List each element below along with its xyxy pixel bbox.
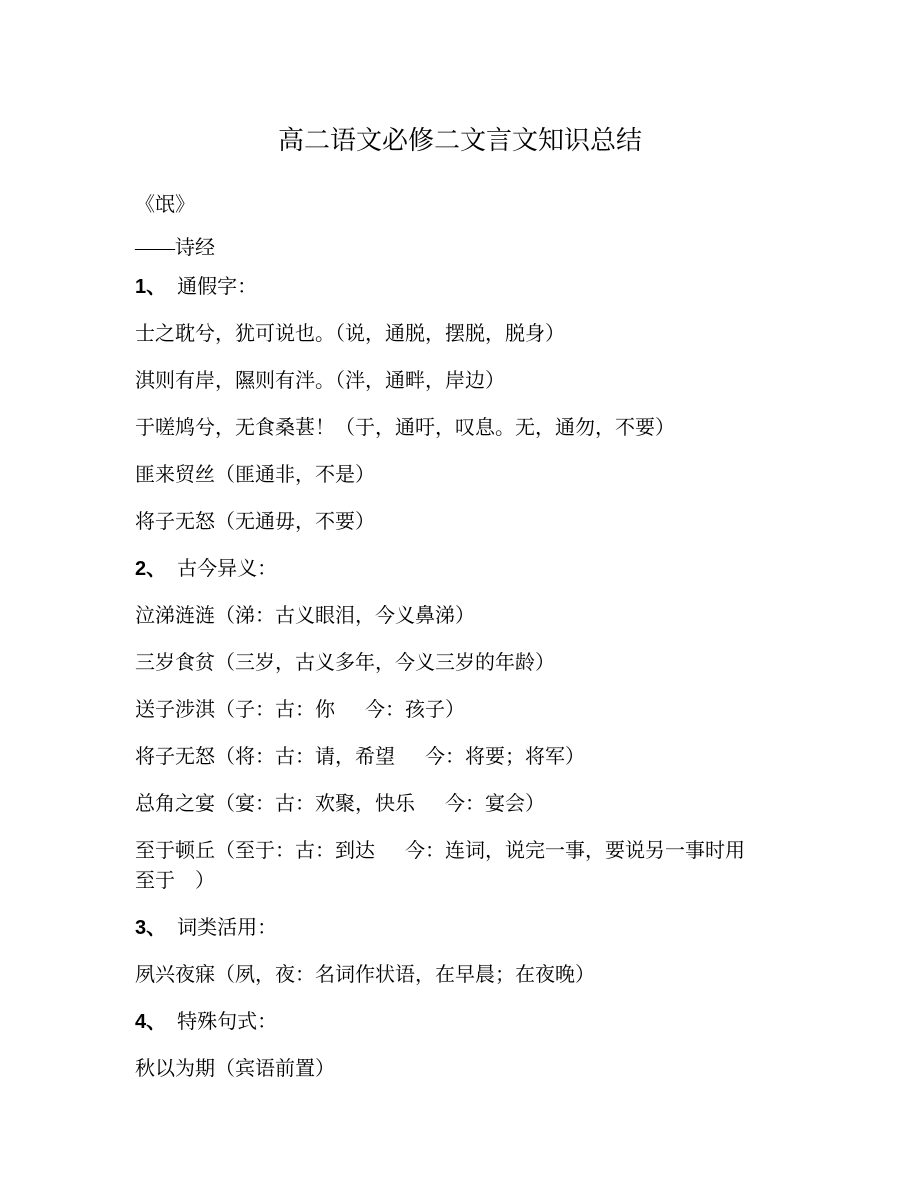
- section-heading-text: 古今异义：: [177, 558, 278, 580]
- section-heading-text: 特殊句式：: [177, 1011, 278, 1033]
- section-heading-4: [135, 1007, 785, 1037]
- paragraph: 夙兴夜寐（夙，夜：名词作状语，在早晨；在夜晚）: [135, 964, 595, 986]
- paragraph: 于嗟鸠兮，无食桑葚！（于，通吁，叹息。无，通勿，不要）: [135, 417, 675, 439]
- document-title: 高二语文必修二文言文知识总结: [277, 126, 642, 155]
- paragraph: 泣涕涟涟（涕：古义眼泪，今义鼻涕）: [135, 605, 475, 627]
- section-heading-text: 通假字：: [177, 276, 258, 298]
- paragraph-wrapped: [135, 836, 785, 896]
- paragraph-line-1: 至于顿丘（至于：古：到达 今：连词，说完一事，要说另一事时用: [135, 840, 745, 862]
- section-heading-1: [135, 272, 785, 302]
- poem-title: 《氓》: [135, 194, 195, 216]
- section-number: 2、: [135, 558, 167, 580]
- paragraph: 秋以为期（宾语前置）: [135, 1058, 335, 1080]
- paragraph: 三岁食贫（三岁，古义多年，今义三岁的年龄）: [135, 652, 555, 674]
- paragraph: 将子无怒（无通毋，不要）: [135, 511, 375, 533]
- paragraph: 送子涉淇（子：古：你 今：孩子）: [135, 699, 465, 721]
- section-number: 1、: [135, 276, 167, 298]
- paragraph: 将子无怒（将：古：请，希望 今：将要；将军）: [135, 746, 585, 768]
- paragraph: 士之耽兮，犹可说也。（说，通脱，摆脱，脱身）: [135, 323, 565, 345]
- section-heading-3: [135, 913, 785, 943]
- section-number: 4、: [135, 1011, 167, 1033]
- section-heading-2: [135, 554, 785, 584]
- paragraph: 总角之宴（宴：古：欢聚，快乐 今：宴会）: [135, 793, 545, 815]
- paragraph: 匪来贸丝（匪通非，不是）: [135, 464, 375, 486]
- poem-source: ——诗经: [135, 237, 215, 259]
- section-heading-text: 词类活用：: [177, 917, 278, 939]
- section-number: 3、: [135, 917, 167, 939]
- paragraph: 淇则有岸，隰则有泮。（泮，通畔，岸边）: [135, 370, 505, 392]
- paragraph-line-2: 至于 ）: [135, 870, 215, 892]
